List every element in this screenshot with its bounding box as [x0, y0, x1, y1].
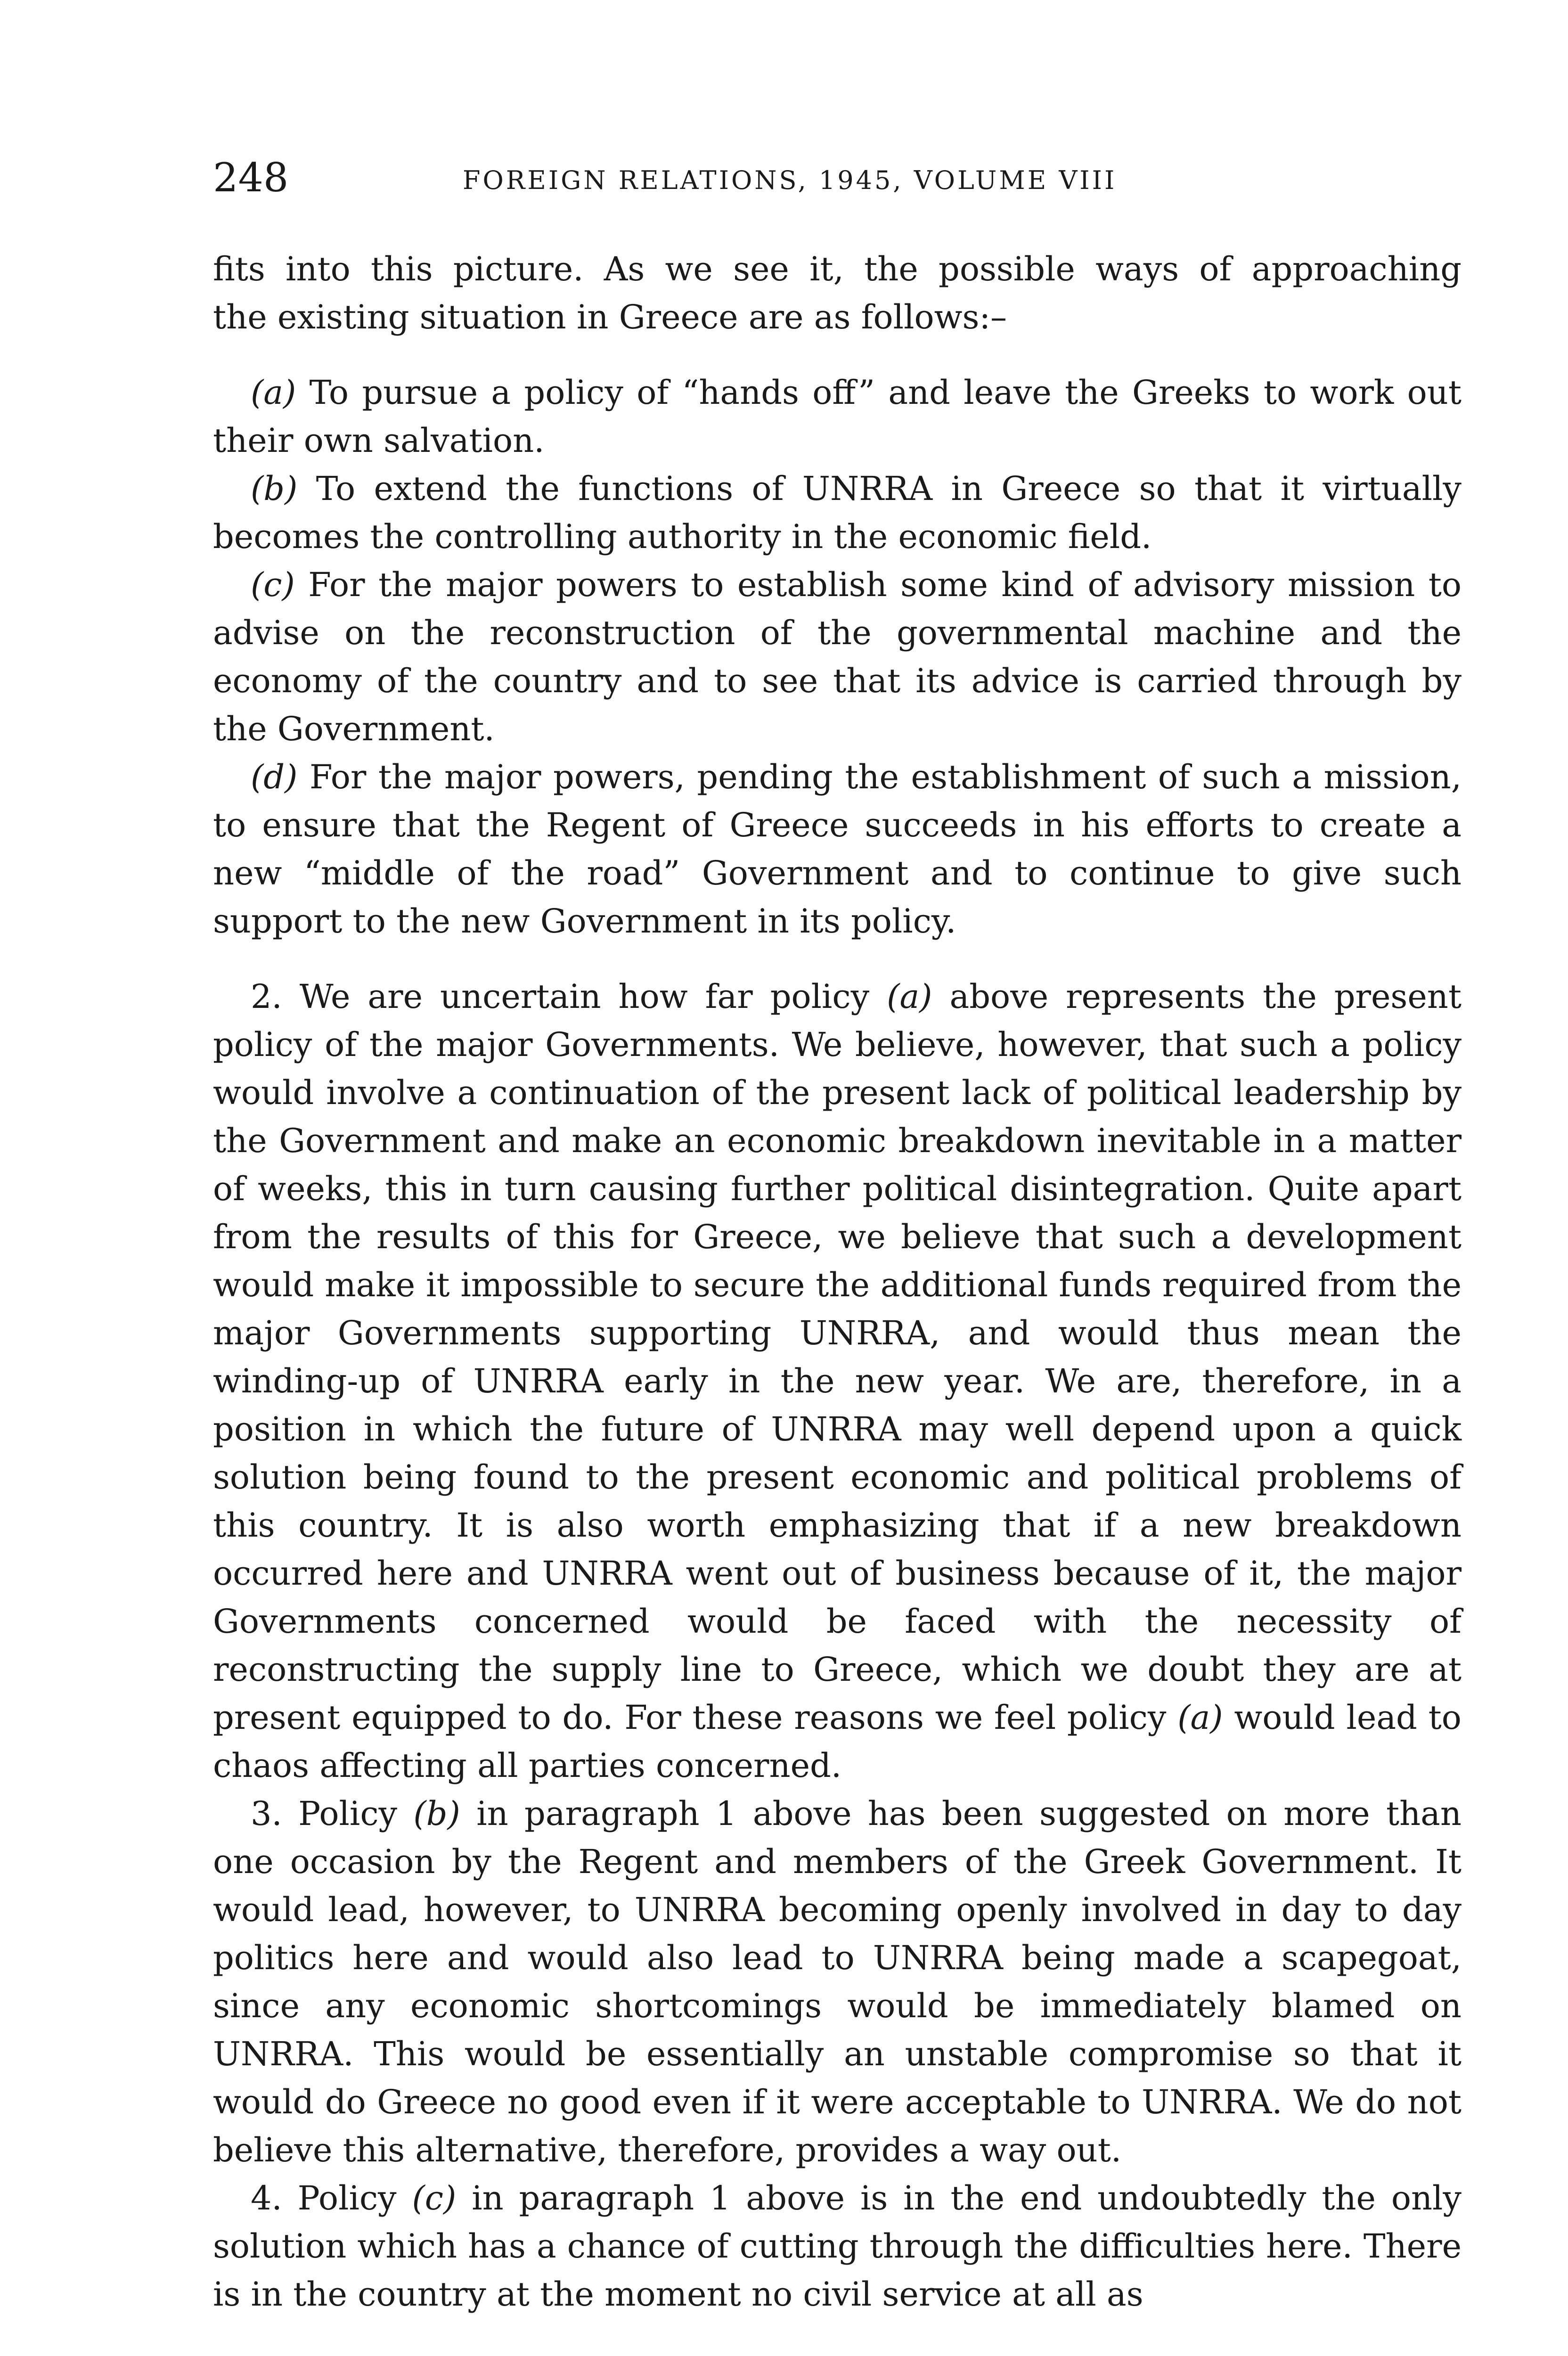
- option-c: [213, 561, 1462, 753]
- option-a-text: To pursue a policy of “hands off” and leave the Greeks to work out their own salvation.: [213, 373, 1462, 460]
- paragraph-2-marker: (a): [887, 977, 932, 1016]
- paragraph-2-number: 2.: [251, 977, 282, 1016]
- page-number: 248: [213, 155, 289, 201]
- option-d-text: For the major powers, pending the establishment of such a mission, to ensure that the Regent of Greece succeeds in his efforts to create a new “middle of the road” Government and to continue to give such support to the new Government in its policy.: [213, 758, 1462, 941]
- paragraph-4-number: 4.: [251, 2179, 282, 2217]
- running-title: FOREIGN RELATIONS, 1945, VOLUME VIII: [463, 165, 1117, 195]
- option-c-marker: (c): [251, 565, 295, 604]
- paragraph-4-text-b: in paragraph 1 above is in the end undoubtedly the only solution which has a chance of cutting through the difficulties here. There is in the country at the moment no civil service at all as: [213, 2179, 1462, 2314]
- option-b: [213, 465, 1462, 561]
- page-header: [213, 152, 1462, 208]
- paragraph-2-text-a: We are uncertain how far policy: [299, 977, 870, 1016]
- option-a-marker: (a): [251, 373, 296, 412]
- spacer: [213, 945, 1462, 973]
- paragraph-3-text-a: Policy: [298, 1794, 398, 1833]
- paragraph-4-text-a: Policy: [297, 2179, 397, 2217]
- paragraph-4-marker: (c): [412, 2179, 457, 2217]
- option-b-marker: (b): [251, 469, 298, 508]
- option-d-marker: (d): [251, 758, 298, 796]
- spacer: [213, 341, 1462, 368]
- paragraph-2: [213, 973, 1462, 1790]
- intro-line-2: the existing situation in Greece are as follows:–: [213, 298, 1007, 336]
- option-a: [213, 368, 1462, 465]
- paragraph-3-marker: (b): [413, 1794, 460, 1833]
- option-b-text: To extend the functions of UNRRA in Greece so that it virtually becomes the controlling authority in the economic field.: [213, 469, 1462, 556]
- paragraph-4: [213, 2174, 1462, 2318]
- intro-line-1: fits into this picture. As we see it, the possible ways of approaching: [213, 250, 1462, 288]
- paragraph-3-number: 3.: [251, 1794, 282, 1833]
- body-text: [213, 245, 1462, 2318]
- option-c-text: For the major powers to establish some kind of advisory mission to advise on the reconstruction of the governmental machine and the economy of the country and to see that its advice is carried through by the Government.: [213, 565, 1462, 748]
- paragraph-3: [213, 1790, 1462, 2174]
- paragraph-2-text-b: above represents the present policy of the major Governments. We believe, however, that such a policy would involve a continuation of the present lack of political leadership by the Government and make an economic breakdown inevitable in a matter of weeks, this in turn causing further political disintegration. Quite apart from the results of this for Greece, we believe that such a development would make it impossible to secure the additional funds required from the major Governments supporting UNRRA, and would thus mean the winding-up of UNRRA early in the new year. We are, therefore, in a position in which the future of UNRRA may well depend upon a quick solution being found to the present economic and political problems of this country. It is also worth emphasizing that if a new breakdown occurred here and UNRRA went out of business because of it, the major Governments concerned would be faced with the necessity of reconstructing the supply line to Greece, which we doubt they are at present equipped to do. For these reasons we feel policy: [213, 977, 1462, 1737]
- paragraph-2-text-c: would lead to chaos affecting all parties concerned.: [213, 1698, 1462, 1785]
- paragraph-2-marker-2: (a): [1177, 1698, 1223, 1737]
- paragraph-3-text-b: in paragraph 1 above has been suggested on more than one occasion by the Regent and members of the Greek Government. It would lead, however, to UNRRA becoming openly involved in day to day politics here and would also lead to UNRRA being made a scapegoat, since any economic shortcomings would be immediately blamed on UNRRA. This would be essentially an unstable compromise so that it would do Greece no good even if it were acceptable to UNRRA. We do not believe this alternative, therefore, provides a way out.: [213, 1794, 1462, 2169]
- option-d: [213, 753, 1462, 945]
